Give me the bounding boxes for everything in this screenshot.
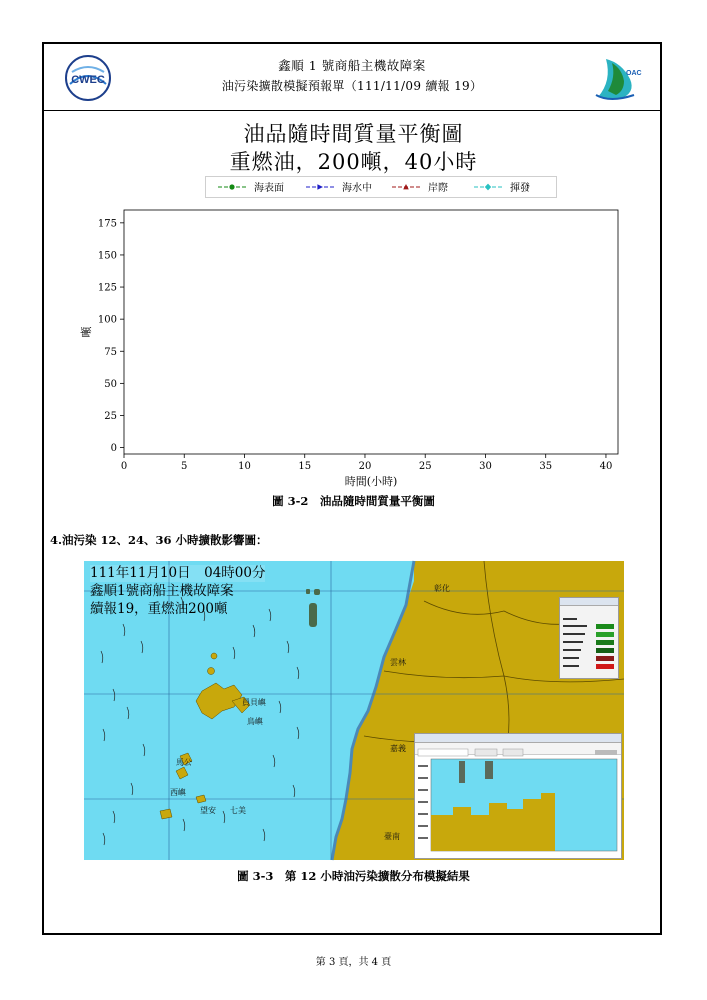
report-header — [44, 44, 660, 111]
chart-caption: 圖 3-2 油品隨時間質量平衡圖 — [272, 494, 435, 508]
current-arrow — [131, 783, 133, 795]
legend-label: 海表面 — [254, 183, 284, 194]
current-arrow — [127, 707, 129, 719]
current-arrow — [103, 729, 105, 741]
page-footer: 第 3 頁，共 4 頁 — [315, 957, 392, 968]
current-arrow — [297, 727, 299, 739]
y-tick-label: 125 — [97, 282, 117, 294]
current-arrow — [141, 641, 143, 653]
x-tick-label: 25 — [418, 461, 432, 472]
map-label-chiayi: 嘉義 — [390, 744, 406, 753]
x-axis-label: 時間(小時) — [344, 475, 398, 488]
current-arrow — [123, 624, 125, 636]
map-label-qimei: 七美 — [230, 806, 246, 815]
map-overlay-case: 鑫順1號商船主機故障案 — [90, 583, 234, 599]
map-label-wangan: 望安 — [200, 806, 216, 815]
map-caption: 圖 3-3 第 12 小時油污染擴散分布模擬結果 — [237, 869, 470, 883]
oil-spill-map — [84, 561, 624, 860]
y-tick-label: 0 — [110, 443, 117, 455]
chart-title-line1: 油品隨時間質量平衡圖 — [243, 122, 464, 146]
x-tick-label: 10 — [238, 461, 251, 472]
legend-label: 揮發 — [510, 183, 530, 194]
report-subtitle: 油污染擴散模擬預報單（111/11/09 續報 19） — [221, 79, 483, 93]
current-arrow — [273, 755, 275, 767]
current-arrow — [297, 667, 299, 679]
current-arrow — [233, 647, 235, 659]
legend-items — [206, 177, 556, 197]
section-heading: 4.油污染 12、24、36 小時擴散影響圖： — [50, 533, 268, 547]
legend-marker — [485, 184, 491, 191]
y-tick-label: 100 — [97, 314, 117, 326]
mass-balance-chart — [80, 200, 640, 490]
map-label-changhua: 彰化 — [434, 584, 450, 593]
current-arrow — [183, 819, 185, 831]
x-tick-label: 5 — [181, 461, 188, 472]
map-label-xiyu: 西嶼 — [170, 788, 186, 797]
plot-area — [124, 210, 618, 454]
y-tick-label: 75 — [104, 346, 117, 358]
map-overlay-time: 111年11月10日 04時00分 — [90, 565, 266, 581]
current-arrow — [113, 689, 115, 701]
map-label-niaoyu: 鳥嶼 — [247, 717, 263, 726]
x-tick-label: 40 — [599, 461, 613, 472]
map-label-tainan: 臺南 — [384, 832, 400, 841]
current-arrow — [269, 609, 271, 621]
current-arrow — [223, 811, 225, 823]
map-label-yunlin: 雲林 — [390, 658, 406, 667]
current-arrow — [279, 701, 281, 713]
current-arrow — [113, 811, 115, 823]
x-tick-label: 30 — [479, 461, 492, 472]
x-tick-label: 15 — [298, 461, 312, 472]
y-tick-label: 50 — [104, 378, 117, 390]
legend-marker — [229, 184, 234, 189]
map-label-yuanbei: 員貝嶼 — [242, 698, 266, 707]
map-color-legend-panel — [559, 597, 619, 679]
map-label-magong: 馬公 — [176, 758, 192, 767]
y-tick-label: 175 — [97, 218, 117, 230]
svg-text:OAC: OAC — [626, 70, 642, 77]
y-tick-label: 25 — [104, 410, 117, 422]
legend-label: 岸際 — [428, 183, 448, 194]
chart-title-line2: 重燃油，200噸，40小時 — [229, 150, 478, 174]
x-tick-label: 35 — [539, 461, 553, 472]
current-arrow — [103, 833, 105, 845]
map-inset-window — [414, 733, 622, 859]
current-arrow — [293, 785, 295, 797]
map-overlay-report: 續報19，重燃油200噸 — [90, 601, 228, 617]
x-tick-label: 20 — [358, 461, 372, 472]
current-arrow — [287, 641, 289, 653]
chart-legend — [205, 176, 557, 198]
report-title: 鑫順 1 號商船主機故障案 — [278, 58, 426, 73]
current-arrow — [253, 625, 255, 637]
current-arrow — [143, 744, 145, 756]
current-arrow — [101, 651, 103, 663]
legend-label: 海水中 — [342, 183, 372, 194]
current-arrow — [263, 829, 265, 841]
y-tick-label: 150 — [97, 250, 117, 262]
x-tick-label: 0 — [120, 461, 128, 472]
y-axis-label: 噸 — [80, 326, 93, 338]
oac-logo-icon — [590, 51, 640, 103]
svg-text:CWEC: CWEC — [71, 74, 105, 86]
legend-marker — [317, 184, 323, 190]
oil-spill-particles — [306, 589, 320, 627]
